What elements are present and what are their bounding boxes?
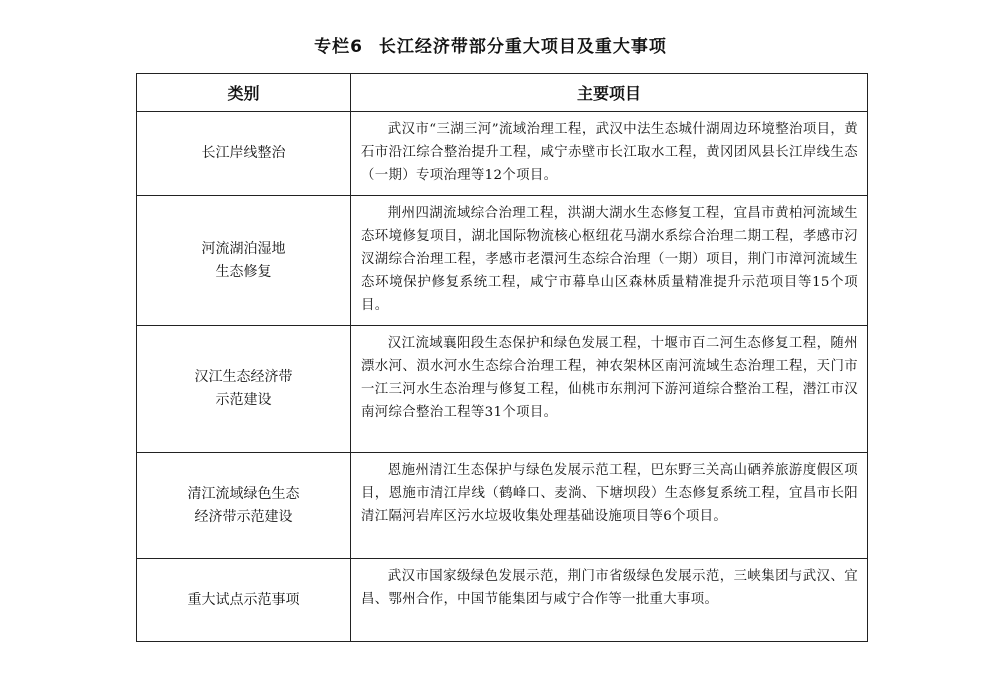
- category-cell: [137, 326, 351, 453]
- table-header-row: [137, 74, 868, 112]
- category-cell: [137, 112, 351, 196]
- projects-cell: 恩施州清江生态保护与绿色发展示范工程，巴东野三关高山硒养旅游度假区项目，恩施市清江岸线（鹤峰口、麦淌、下塘坝段）生态修复系统工程，宜昌市长阳清江隔河岩库区污水垃圾收集处理基础设施项目等6个项目。: [351, 453, 868, 559]
- category-line: 清江流域绿色生态: [187, 485, 300, 502]
- column-number: 专栏6: [314, 37, 363, 57]
- category-line: 汉江生态经济带: [194, 369, 293, 385]
- table-row: [137, 326, 868, 453]
- page-title: [0, 32, 981, 57]
- title-text: 长江经济带部分重大项目及重大事项: [378, 37, 667, 57]
- table-row: [137, 453, 868, 559]
- category-line: 重大试点示范事项: [187, 591, 300, 608]
- category-line: 长江岸线整治: [201, 145, 286, 161]
- header-category: 类别: [137, 74, 351, 112]
- projects-cell: 武汉市国家级绿色发展示范，荆门市省级绿色发展示范，三峡集团与武汉、宜昌、鄂州合作，中国节能集团与咸宁合作等一批重大事项。: [351, 559, 868, 642]
- category-line: 河流湖泊湿地: [201, 240, 286, 257]
- category-line: 示范建设: [215, 392, 272, 408]
- projects-cell: 荆州四湖流域综合治理工程，洪湖大湖水生态修复工程，宜昌市黄柏河流域生态环境修复项目，湖北国际物流核心枢纽花马湖水系综合治理二期工程，孝感市汈汊湖综合治理工程，孝感市老澴河生态综合治理（一期）项目，荆门市漳河流域生态环境保护修复系统工程，咸宁市幕阜山区森林质量精准提升示范项目等15个项目。: [351, 196, 868, 326]
- projects-table: [136, 73, 868, 642]
- category-line: 生态修复: [215, 263, 272, 280]
- category-cell: [137, 196, 351, 326]
- table-row: [137, 112, 868, 196]
- header-projects: 主要项目: [351, 74, 868, 112]
- projects-cell: 武汉市“三湖三河”流域治理工程，武汉中法生态城什湖周边环境整治项目，黄石市沿江综合整治提升工程，咸宁赤壁市长江取水工程，黄冈团风县长江岸线生态（一期）专项治理等12个项目。: [351, 112, 868, 196]
- category-line: 经济带示范建设: [194, 508, 293, 525]
- table-row: [137, 196, 868, 326]
- projects-cell: 汉江流域襄阳段生态保护和绿色发展工程，十堰市百二河生态修复工程，随州漂水河、涢水河水生态综合治理工程，神农架林区南河流域生态治理工程，天门市一江三河水生态治理与修复工程，仙桃市东荆河下游河道综合整治工程，潜江市汉南河综合整治工程等31个项目。: [351, 326, 868, 453]
- category-cell: [137, 559, 351, 642]
- category-cell: [137, 453, 351, 559]
- table-row: [137, 559, 868, 642]
